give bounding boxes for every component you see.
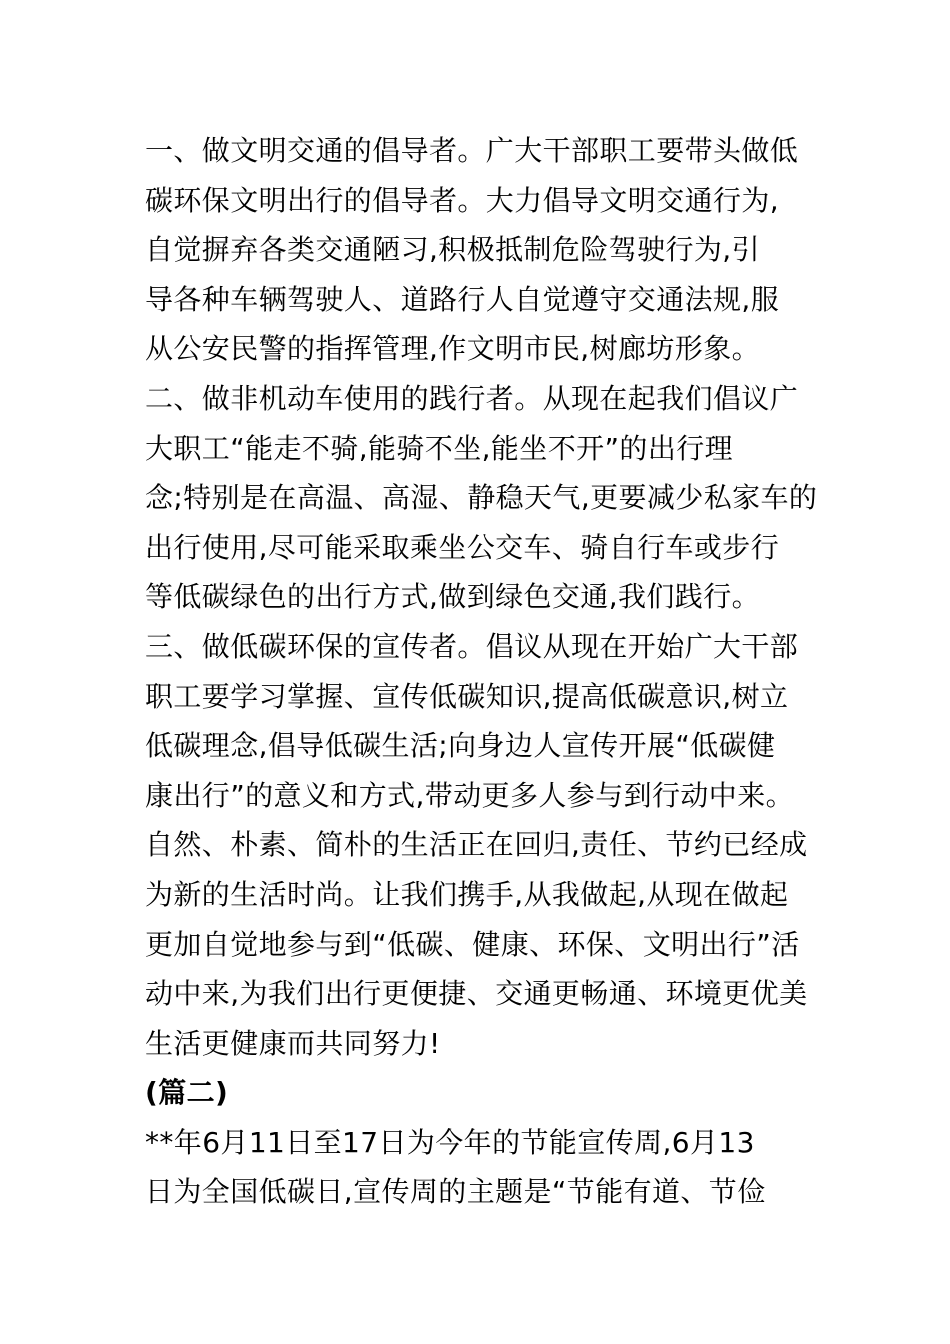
document-body [145,126,835,1217]
text-line: 生活更健康而共同努力! [145,1026,441,1060]
text-line: 导各种车辆驾驶人、道路行人自觉遵守交通法规,服 [145,282,780,316]
text-line: **年6月11日至17日为今年的节能宣传周,6月13 [145,1125,755,1159]
text-line: 动中来,为我们出行更便捷、交通更畅通、环境更优美 [145,977,808,1011]
text-line: 大职工“能走不骑,能骑不坐,能坐不开”的出行理 [145,431,734,465]
text-line: 一、做文明交通的倡导者。广大干部职工要带头做低 [145,134,799,167]
text-line: 职工要学习掌握、宣传低碳知识,提高低碳意识,树立 [145,679,789,713]
text-line: 二、做非机动车使用的践行者。从现在起我们倡议广 [145,381,799,415]
text-line: 碳环保文明出行的倡导者。大力倡导文明交通行为, [145,183,780,217]
text-line: 自觉摒弃各类交通陋习,积极抵制危险驾驶行为,引 [145,233,761,267]
text-line: 自然、朴素、简朴的生活正在回归,责任、节约已经成 [145,828,808,862]
text-line: 低碳理念,倡导低碳生活;向身边人宣传开展“低碳健 [145,729,776,763]
text-line: 更加自觉地参与到“低碳、健康、环保、文明出行”活 [145,927,800,961]
text-line: 出行使用,尽可能采取乘坐公交车、骑自行车或步行 [145,530,780,564]
text-line: 日为全国低碳日,宣传周的主题是“节能有道、节俭 [145,1175,766,1209]
text-line: 三、做低碳环保的宣传者。倡议从现在开始广大干部 [145,629,799,663]
text-line: 康出行”的意义和方式,带动更多人参与到行动中来。 [145,778,795,812]
text-line: 为新的生活时尚。让我们携手,从我做起,从现在做起 [145,877,789,911]
text-line: 从公安民警的指挥管理,作文明市民,树廊坊形象。 [145,332,761,366]
text-line: 等低碳绿色的出行方式,做到绿色交通,我们践行。 [145,580,761,614]
section-heading: (篇二) [145,1076,229,1110]
text-line: 念;特别是在高温、高湿、静稳天气,更要减少私家车的 [145,481,818,515]
